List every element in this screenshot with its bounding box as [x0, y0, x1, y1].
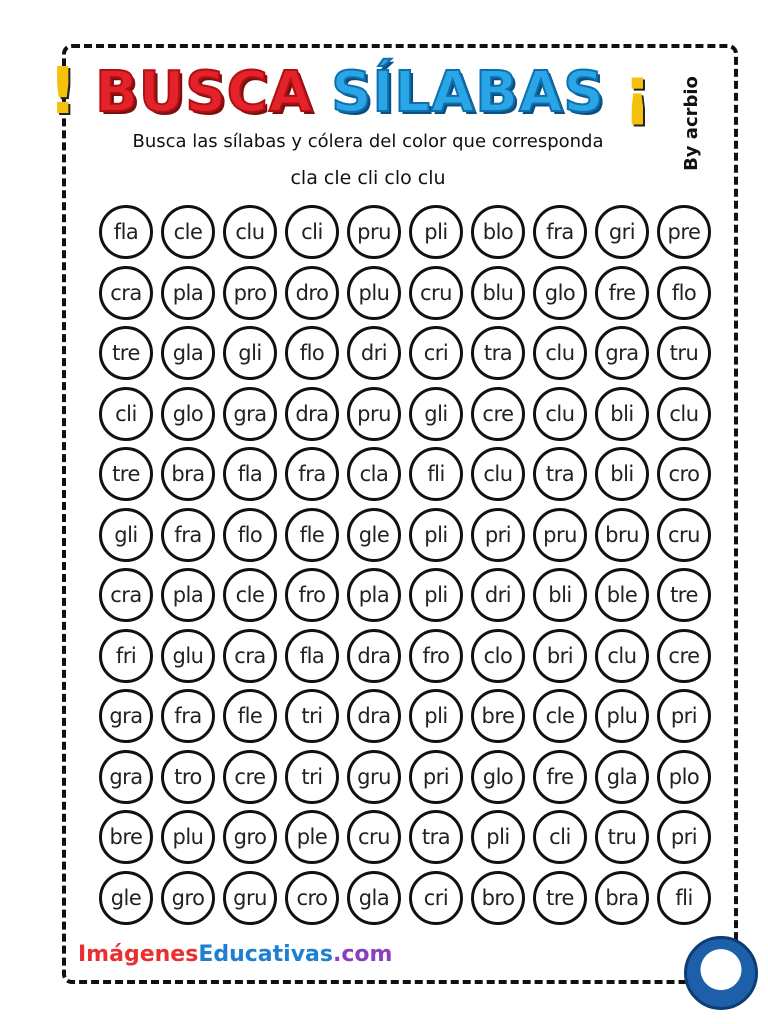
syllable-circle[interactable]: cru: [657, 508, 711, 562]
syllable-cell: [343, 505, 405, 565]
syllable-circle[interactable]: gle: [99, 871, 153, 925]
syllable-cell: [219, 444, 281, 504]
syllable-cell: [281, 626, 343, 686]
syllable-cell: [467, 565, 529, 625]
syllable-cell: [529, 565, 591, 625]
syllable-cell: [219, 323, 281, 383]
syllable-circle[interactable]: clu: [595, 629, 649, 683]
syllable-circle[interactable]: bli: [533, 568, 587, 622]
syllable-cell: [157, 384, 219, 444]
syllable-circle[interactable]: cle: [533, 689, 587, 743]
syllable-cell: [157, 807, 219, 867]
syllable-cell: [219, 263, 281, 323]
syllable-circle[interactable]: dro: [285, 266, 339, 320]
syllable-circle[interactable]: cle: [223, 568, 277, 622]
site-seal-logo: [684, 936, 758, 1010]
syllable-cell: [95, 626, 157, 686]
syllable-circle[interactable]: fra: [533, 205, 587, 259]
syllable-cell: [591, 747, 653, 807]
syllable-circle[interactable]: pli: [409, 689, 463, 743]
syllable-circle[interactable]: clu: [471, 447, 525, 501]
syllable-circle[interactable]: glo: [161, 387, 215, 441]
syllable-circle[interactable]: pli: [409, 508, 463, 562]
syllable-circle[interactable]: gli: [223, 326, 277, 380]
syllable-cell: [405, 323, 467, 383]
syllable-cell: [405, 565, 467, 625]
syllable-cell: [529, 505, 591, 565]
syllable-cell: [281, 444, 343, 504]
syllable-circle[interactable]: tre: [99, 447, 153, 501]
syllable-circle[interactable]: tro: [161, 750, 215, 804]
syllable-cell: [343, 807, 405, 867]
syllable-circle[interactable]: cli: [533, 810, 587, 864]
exclamation-open: !: [48, 55, 78, 129]
syllable-cell: [405, 202, 467, 262]
syllable-circle[interactable]: cle: [161, 205, 215, 259]
syllable-circle[interactable]: bra: [595, 871, 649, 925]
syllable-cell: [343, 686, 405, 746]
syllable-circle[interactable]: cla: [347, 447, 401, 501]
syllable-circle[interactable]: pru: [347, 387, 401, 441]
syllable-circle[interactable]: cre: [657, 629, 711, 683]
syllable-circle[interactable]: pli: [471, 810, 525, 864]
syllable-cell: [281, 565, 343, 625]
syllable-circle[interactable]: fre: [595, 266, 649, 320]
syllable-circle[interactable]: gri: [595, 205, 649, 259]
syllable-circle[interactable]: pla: [347, 568, 401, 622]
footer-site-part-3: .com: [332, 942, 393, 967]
syllable-cell: [405, 263, 467, 323]
syllable-circle[interactable]: gli: [99, 508, 153, 562]
syllable-circle[interactable]: tra: [533, 447, 587, 501]
syllable-circle[interactable]: tre: [533, 871, 587, 925]
syllable-circle[interactable]: gru: [223, 871, 277, 925]
syllable-circle[interactable]: clu: [533, 326, 587, 380]
syllable-circle[interactable]: fra: [161, 508, 215, 562]
syllable-circle[interactable]: cra: [223, 629, 277, 683]
syllable-circle[interactable]: pli: [409, 568, 463, 622]
syllable-cell: [529, 747, 591, 807]
syllable-cell: [157, 263, 219, 323]
syllable-cell: [281, 807, 343, 867]
syllable-cell: [281, 868, 343, 928]
syllable-circle[interactable]: pla: [161, 568, 215, 622]
footer-site-part-1: Imágenes: [78, 942, 199, 967]
syllable-circle[interactable]: fla: [285, 629, 339, 683]
syllable-circle[interactable]: clu: [223, 205, 277, 259]
syllable-cell: [219, 686, 281, 746]
author-byline: [666, 68, 716, 178]
syllable-cell: [343, 263, 405, 323]
syllable-cell: [405, 868, 467, 928]
syllable-cell: [95, 444, 157, 504]
syllable-cell: [591, 263, 653, 323]
syllable-circle[interactable]: fle: [223, 689, 277, 743]
syllable-cell: [529, 263, 591, 323]
syllable-cell: [157, 747, 219, 807]
syllable-cell: [281, 202, 343, 262]
syllable-cell: [529, 323, 591, 383]
syllable-cell: [405, 444, 467, 504]
syllable-cell: [467, 868, 529, 928]
syllable-cell: [219, 565, 281, 625]
syllable-circle[interactable]: flo: [223, 508, 277, 562]
syllable-cell: [653, 505, 715, 565]
syllable-circle[interactable]: plu: [595, 689, 649, 743]
syllable-circle[interactable]: bre: [471, 689, 525, 743]
syllable-cell: [157, 505, 219, 565]
syllable-circle[interactable]: cro: [285, 871, 339, 925]
syllable-circle[interactable]: pri: [471, 508, 525, 562]
syllable-circle[interactable]: tre: [99, 326, 153, 380]
syllable-circle[interactable]: fra: [285, 447, 339, 501]
syllable-circle[interactable]: pru: [533, 508, 587, 562]
page-title: [0, 52, 700, 132]
syllable-cell: [95, 202, 157, 262]
syllable-cell: [219, 202, 281, 262]
syllable-circle[interactable]: gra: [595, 326, 649, 380]
syllable-cell: [343, 747, 405, 807]
syllable-cell: [529, 807, 591, 867]
syllable-circle[interactable]: cru: [347, 810, 401, 864]
syllable-cell: [467, 263, 529, 323]
title-word-silabas: SÍLABAS: [331, 59, 605, 125]
syllable-circle[interactable]: cru: [409, 266, 463, 320]
syllable-circle[interactable]: bli: [595, 387, 649, 441]
syllable-cell: [157, 565, 219, 625]
syllable-cell: [591, 807, 653, 867]
syllable-grid: [95, 202, 715, 928]
syllable-cell: [405, 384, 467, 444]
syllable-circle[interactable]: cre: [223, 750, 277, 804]
syllable-circle[interactable]: fro: [409, 629, 463, 683]
syllable-circle[interactable]: cri: [409, 871, 463, 925]
syllable-cell: [405, 747, 467, 807]
syllable-cell: [95, 505, 157, 565]
syllable-circle[interactable]: tra: [409, 810, 463, 864]
syllable-circle[interactable]: glo: [471, 750, 525, 804]
syllable-cell: [405, 505, 467, 565]
syllable-circle[interactable]: fli: [657, 871, 711, 925]
syllable-cell: [405, 626, 467, 686]
syllable-circle[interactable]: plu: [161, 810, 215, 864]
syllable-circle[interactable]: dra: [347, 689, 401, 743]
syllable-circle[interactable]: cli: [99, 387, 153, 441]
syllable-circle[interactable]: plo: [657, 750, 711, 804]
syllable-cell: [95, 323, 157, 383]
syllable-circle[interactable]: tri: [285, 689, 339, 743]
syllable-cell: [157, 323, 219, 383]
syllable-cell: [653, 202, 715, 262]
syllable-circle[interactable]: ple: [285, 810, 339, 864]
syllable-cell: [591, 686, 653, 746]
footer-website: [78, 942, 392, 967]
syllable-cell: [95, 263, 157, 323]
syllable-circle[interactable]: clu: [533, 387, 587, 441]
syllable-cell: [157, 444, 219, 504]
syllable-circle[interactable]: fri: [99, 629, 153, 683]
syllable-circle[interactable]: dra: [285, 387, 339, 441]
syllable-cell: [219, 505, 281, 565]
syllable-circle[interactable]: pri: [657, 689, 711, 743]
syllable-circle[interactable]: flo: [657, 266, 711, 320]
syllable-cell: [591, 565, 653, 625]
syllable-cell: [157, 868, 219, 928]
syllable-cell: [95, 384, 157, 444]
syllable-cell: [467, 323, 529, 383]
syllable-cell: [467, 807, 529, 867]
syllable-cell: [343, 384, 405, 444]
syllable-cell: [281, 505, 343, 565]
syllable-cell: [591, 505, 653, 565]
author-byline-text: By acrbio: [680, 75, 702, 171]
syllable-cell: [95, 868, 157, 928]
syllable-cell: [653, 384, 715, 444]
footer-site-part-2: Educativas: [198, 942, 333, 967]
syllable-circle[interactable]: fre: [533, 750, 587, 804]
syllable-cell: [467, 747, 529, 807]
syllable-circle[interactable]: pri: [409, 750, 463, 804]
syllable-cell: [281, 384, 343, 444]
syllable-cell: [95, 807, 157, 867]
syllable-cell: [653, 263, 715, 323]
syllable-circle[interactable]: glo: [533, 266, 587, 320]
syllable-circle[interactable]: gro: [161, 871, 215, 925]
syllable-cell: [157, 686, 219, 746]
syllable-circle[interactable]: blu: [471, 266, 525, 320]
syllable-cell: [281, 686, 343, 746]
syllable-circle[interactable]: dri: [347, 326, 401, 380]
syllable-cell: [281, 323, 343, 383]
syllable-cell: [343, 444, 405, 504]
syllable-circle[interactable]: pla: [161, 266, 215, 320]
syllable-circle[interactable]: pli: [409, 205, 463, 259]
syllable-circle[interactable]: bra: [161, 447, 215, 501]
syllable-circle[interactable]: fla: [223, 447, 277, 501]
syllable-cell: [591, 868, 653, 928]
syllable-cell: [467, 384, 529, 444]
syllable-cell: [343, 626, 405, 686]
syllable-cell: [591, 202, 653, 262]
syllable-circle[interactable]: bli: [595, 447, 649, 501]
syllable-circle[interactable]: tri: [285, 750, 339, 804]
syllable-circle[interactable]: ble: [595, 568, 649, 622]
syllable-cell: [219, 384, 281, 444]
syllable-circle[interactable]: gra: [99, 750, 153, 804]
syllable-circle[interactable]: cra: [99, 568, 153, 622]
syllable-cell: [467, 505, 529, 565]
syllable-cell: [343, 565, 405, 625]
syllable-cell: [653, 323, 715, 383]
syllable-circle[interactable]: cri: [409, 326, 463, 380]
syllable-circle[interactable]: pru: [347, 205, 401, 259]
syllable-cell: [157, 202, 219, 262]
syllable-circle[interactable]: glu: [161, 629, 215, 683]
syllable-circle[interactable]: bre: [99, 810, 153, 864]
syllable-circle[interactable]: pro: [223, 266, 277, 320]
syllable-circle[interactable]: pri: [657, 810, 711, 864]
syllable-circle[interactable]: fli: [409, 447, 463, 501]
syllable-circle[interactable]: gro: [223, 810, 277, 864]
syllable-cell: [281, 747, 343, 807]
syllable-circle[interactable]: cre: [471, 387, 525, 441]
syllable-cell: [95, 686, 157, 746]
syllable-circle[interactable]: tra: [471, 326, 525, 380]
syllable-cell: [343, 202, 405, 262]
syllable-cell: [219, 747, 281, 807]
syllable-cell: [529, 384, 591, 444]
syllable-cell: [653, 686, 715, 746]
syllable-circle[interactable]: dri: [471, 568, 525, 622]
syllable-circle[interactable]: gra: [99, 689, 153, 743]
syllable-cell: [467, 444, 529, 504]
syllable-cell: [467, 686, 529, 746]
syllable-circle[interactable]: cro: [657, 447, 711, 501]
syllable-cell: [591, 323, 653, 383]
syllable-cell: [219, 626, 281, 686]
syllable-circle[interactable]: pre: [657, 205, 711, 259]
syllable-cell: [95, 565, 157, 625]
syllable-circle[interactable]: cli: [285, 205, 339, 259]
exclamation-close: ¡: [622, 55, 652, 129]
syllable-circle[interactable]: gla: [161, 326, 215, 380]
syllable-circle[interactable]: flo: [285, 326, 339, 380]
syllable-cell: [653, 565, 715, 625]
syllable-cell: [653, 747, 715, 807]
syllable-cell: [405, 807, 467, 867]
syllable-cell: [653, 807, 715, 867]
syllable-circle[interactable]: fro: [285, 568, 339, 622]
syllable-circle[interactable]: clu: [657, 387, 711, 441]
syllable-cell: [529, 686, 591, 746]
syllable-circle[interactable]: plu: [347, 266, 401, 320]
syllable-circle[interactable]: clo: [471, 629, 525, 683]
syllable-circle[interactable]: dra: [347, 629, 401, 683]
syllable-circle[interactable]: bro: [471, 871, 525, 925]
title-word-busca: BUSCA: [95, 59, 314, 125]
syllable-circle[interactable]: gle: [347, 508, 401, 562]
syllable-circle[interactable]: cra: [99, 266, 153, 320]
syllable-cell: [529, 202, 591, 262]
syllable-circle[interactable]: gla: [595, 750, 649, 804]
syllable-cell: [281, 263, 343, 323]
syllable-cell: [219, 807, 281, 867]
syllable-circle[interactable]: fra: [161, 689, 215, 743]
syllable-cell: [591, 384, 653, 444]
instructions-text: Busca las sílabas y cólera del color que corresponda: [132, 131, 604, 152]
syllable-cell: [591, 444, 653, 504]
syllable-cell: [529, 444, 591, 504]
syllable-circle[interactable]: gra: [223, 387, 277, 441]
target-syllables: cla cle cli clo clu: [290, 167, 446, 189]
syllable-cell: [467, 626, 529, 686]
syllable-cell: [529, 626, 591, 686]
syllable-cell: [653, 626, 715, 686]
syllable-cell: [343, 868, 405, 928]
syllable-circle[interactable]: tre: [657, 568, 711, 622]
syllable-cell: [591, 626, 653, 686]
syllable-cell: [529, 868, 591, 928]
syllable-cell: [405, 686, 467, 746]
syllable-circle[interactable]: bru: [595, 508, 649, 562]
syllable-cell: [653, 868, 715, 928]
syllable-cell: [219, 868, 281, 928]
syllable-cell: [157, 626, 219, 686]
syllable-cell: [653, 444, 715, 504]
syllable-cell: [467, 202, 529, 262]
syllable-circle[interactable]: bri: [533, 629, 587, 683]
syllable-circle[interactable]: blo: [471, 205, 525, 259]
syllable-circle[interactable]: gru: [347, 750, 401, 804]
syllable-circle[interactable]: tru: [595, 810, 649, 864]
syllable-cell: [343, 323, 405, 383]
syllable-circle[interactable]: gla: [347, 871, 401, 925]
syllable-circle[interactable]: fla: [99, 205, 153, 259]
syllable-cell: [95, 747, 157, 807]
syllable-circle[interactable]: tru: [657, 326, 711, 380]
syllable-circle[interactable]: fle: [285, 508, 339, 562]
syllable-circle[interactable]: gli: [409, 387, 463, 441]
